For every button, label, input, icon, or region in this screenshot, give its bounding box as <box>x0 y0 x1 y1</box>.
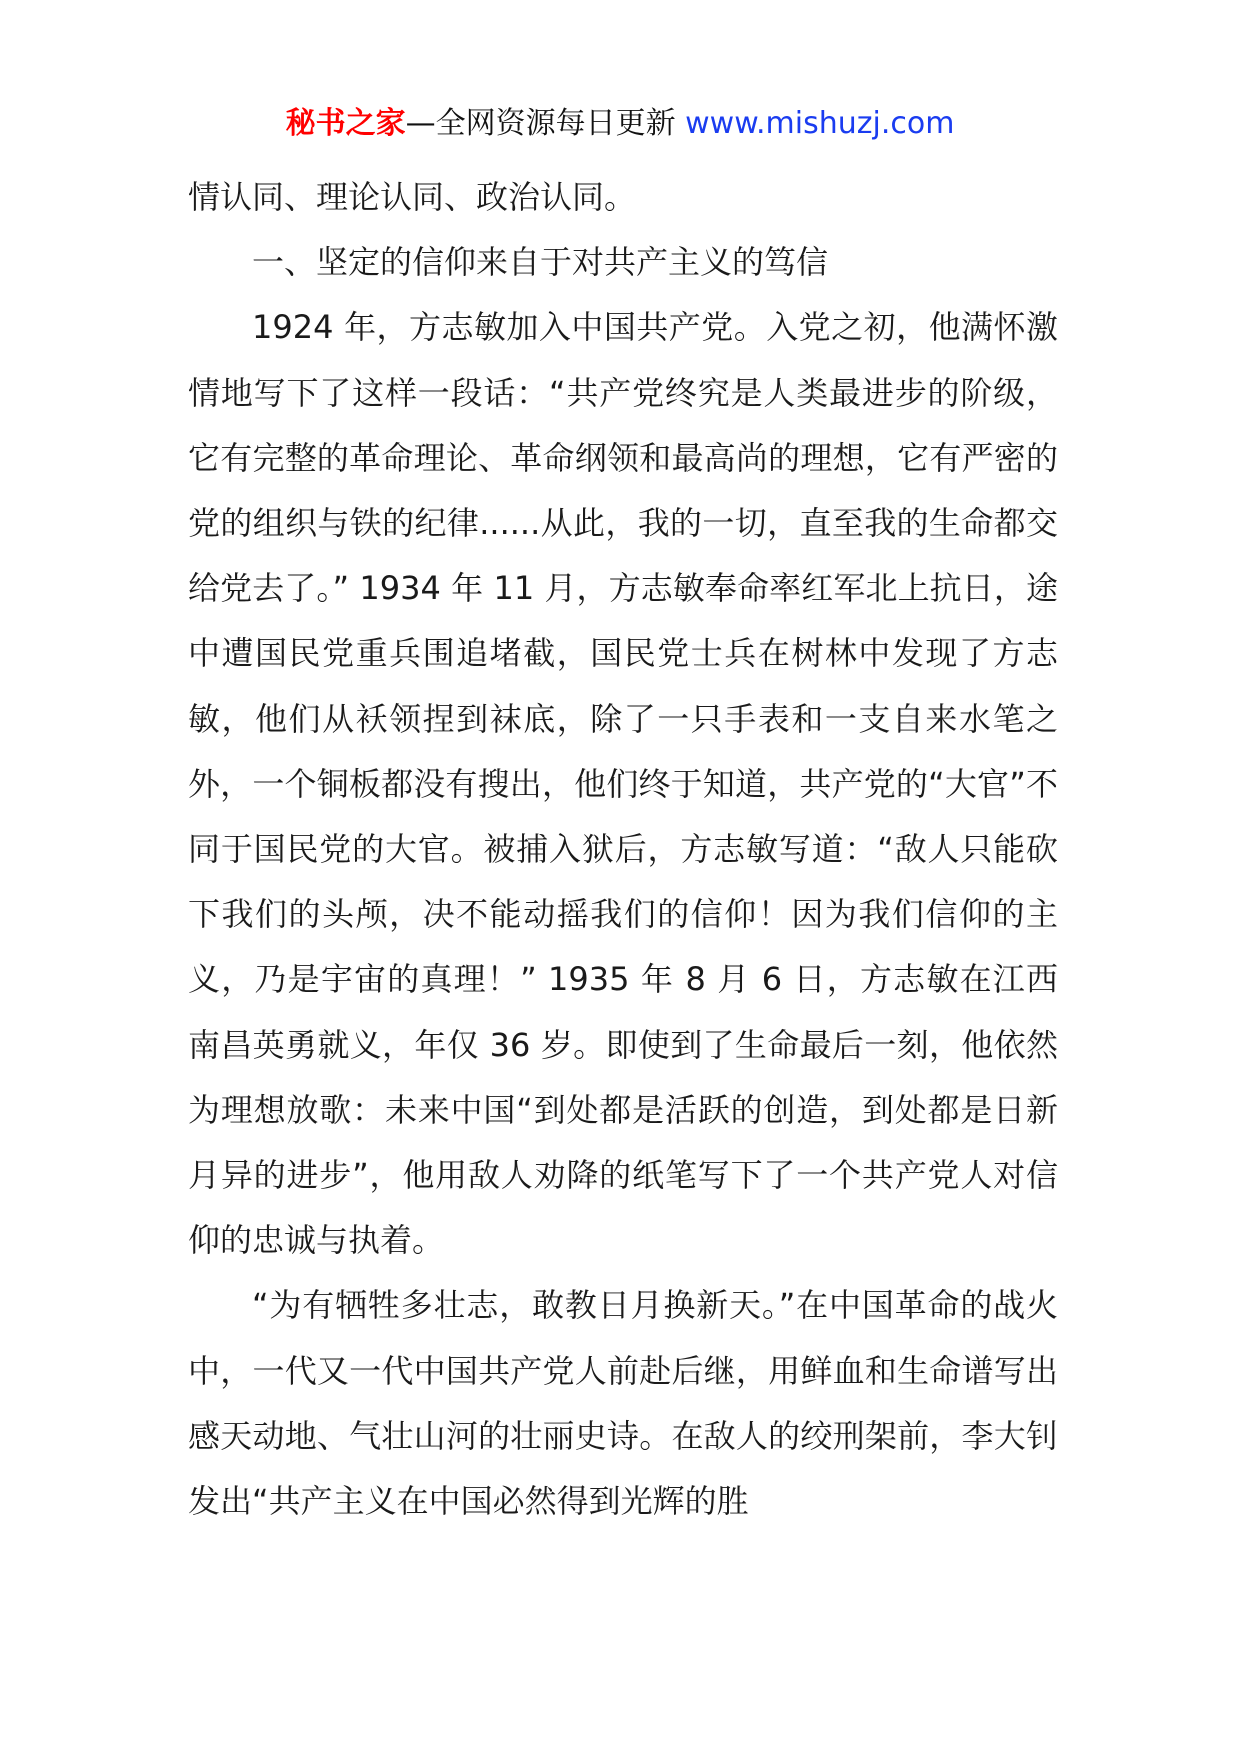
paragraph-continuation: 情认同、理论认同、政治认同。 <box>188 178 637 216</box>
section-heading: 一、坚定的信仰来自于对共产主义的笃信 <box>252 243 829 282</box>
header-tagline: —全网资源每日更新 <box>405 106 686 141</box>
paragraph: 1924 年，方志敏加入中国共产党。入党之初，他满怀激情地写下了这样一段话：“共产党终究是人类最进步的阶级，它有完整的革命理论、革命纲领和最高尚的理想，它有严密的党的组织与铁的纪律......从此，我的一切，直至我的生命都交给党去了。” 1934 年 11 月，方志敏奉命率红军北上抗日，途中遭国民党重兵围追堵截，国民党士兵在树林中发现了方志敏，他们从袄领捏到袜底，除了一只手表和一支自来水笔之外，一个铜板都没有搜出，他们终于知道，共产党的“大官”不同于国民党的大官。被捕入狱后，方志敏写道：“敌人只能砍下我们的头颅，决不能动摇我们的信仰！因为我们信仰的主义，乃是宇宙的真理！” 1935 年 8 月 6 日，方志敏在江西南昌英勇就义，年仅 36 岁。即使到了生命最后一刻，他依然为理想放歌：未来中国“到处都是活跃的创造，到处都是日新月异的进步”，他用敌人劝降的纸笔写下了一个共产党人对信仰的忠诚与执着。 <box>188 308 1058 1260</box>
site-url-link[interactable]: www.mishuzj.com <box>685 106 955 141</box>
site-header <box>0 100 1240 148</box>
paragraph: “为有牺牲多壮志，敢教日月换新天。”在中国革命的战火中，一代又一代中国共产党人前赴后继，用鲜血和生命谱写出感天动地、气壮山河的壮丽史诗。在敌人的绞刑架前，李大钊发出“共产主义在中国必然得到光辉的胜 <box>188 1286 1058 1521</box>
document-body <box>188 165 1058 1534</box>
brand-name: 秘书之家 <box>285 106 406 141</box>
